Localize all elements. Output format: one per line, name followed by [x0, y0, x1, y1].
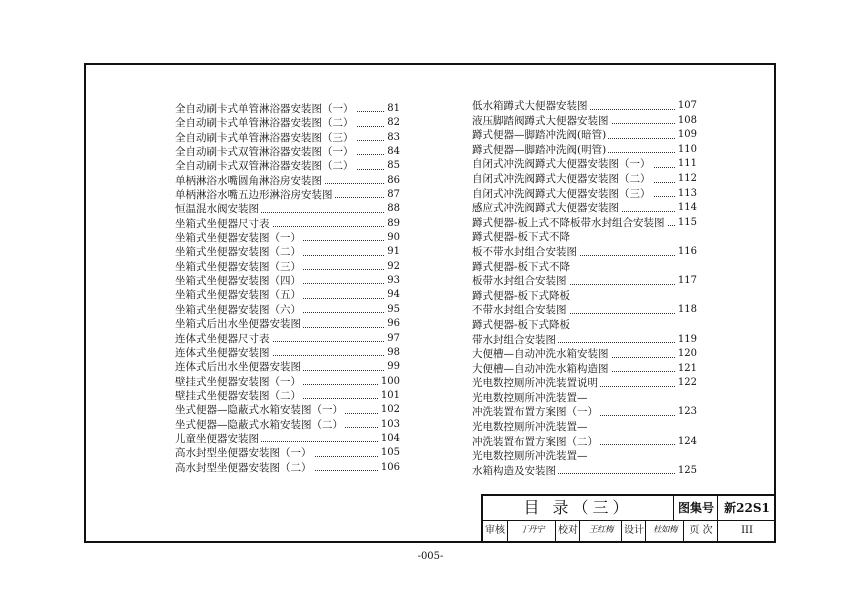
- toc-right-entry: [472, 128, 697, 143]
- entry-page: 116: [676, 245, 697, 260]
- entry-page: 117: [676, 274, 697, 289]
- entry-page: 92: [385, 260, 400, 274]
- atlas-number-label: 图集号: [673, 496, 718, 520]
- entry-page: 103: [379, 418, 400, 432]
- entry-page: 95: [385, 303, 400, 317]
- sheet-title: 目 录（三）: [523, 498, 633, 517]
- entry-title: 坐式便器—隐蔽式水箱安装图（一）: [175, 404, 343, 417]
- entry-title: 低水箱蹲式大便器安装图: [472, 100, 588, 112]
- toc-right-entry: [472, 260, 697, 275]
- toc-right-entry: [472, 289, 697, 304]
- toc-right-entry: [472, 245, 697, 260]
- check-label: 校对: [555, 520, 580, 541]
- entry-page: 123: [676, 405, 697, 420]
- entry-page: 120: [676, 347, 697, 362]
- entry-title: 坐箱式坐便器安装图（五）: [175, 289, 301, 302]
- entry-page: 93: [385, 274, 400, 288]
- entry-title: 全自动刷卡式单管淋浴器安装图（三）: [175, 131, 354, 144]
- entry-title: 冲洗装置布置方案图（二）: [472, 435, 598, 448]
- toc-left-entry: [175, 303, 400, 317]
- entry-title: 坐箱式坐便器安装图（三）: [175, 260, 301, 273]
- entry-title: 蹲式便器—脚踏冲洗阀(暗管): [472, 129, 607, 142]
- toc-left-entry: [175, 288, 400, 302]
- entry-page: 98: [385, 346, 400, 360]
- entry-title: 板不带水封组合安装图: [472, 245, 577, 258]
- toc-left-entry: [175, 231, 400, 245]
- entry-page: 102: [379, 403, 400, 417]
- entry-page: 90: [385, 231, 400, 245]
- entry-page: 99: [385, 360, 400, 374]
- entry-title: 板带水封组合安装图: [472, 275, 567, 288]
- entry-title: 全自动刷卡式双管淋浴器安装图（一）: [175, 146, 354, 159]
- entry-title: 连体式坐便器尺寸表: [175, 332, 270, 345]
- toc-right-entry: [472, 143, 697, 158]
- toc-left-entry: [175, 116, 400, 130]
- entry-page: 82: [385, 116, 400, 130]
- entry-title: 坐箱式后出水坐便器安装图: [175, 318, 301, 331]
- entry-page: 109: [676, 128, 697, 143]
- entry-title: 坐箱式坐便器安装图（二）: [175, 246, 301, 259]
- toc-left-entry: [175, 217, 400, 231]
- toc-right-entry: [472, 274, 697, 289]
- toc-right-entry: [472, 318, 697, 333]
- entry-page: 88: [385, 202, 400, 216]
- entry-page: 89: [385, 217, 400, 231]
- entry-title: 高水封型坐便器安装图（二）: [175, 461, 312, 474]
- toc-right-entry: [472, 172, 697, 187]
- entry-page: 81: [385, 102, 400, 116]
- entry-title: 大便槽—自动冲洗水箱安装图: [472, 348, 609, 361]
- entry-page: 119: [676, 333, 697, 348]
- toc-left-entry: [175, 145, 400, 159]
- entry-title: 带水封组合安装图: [472, 333, 556, 346]
- toc-left-entry: [175, 389, 400, 403]
- entry-page: 108: [676, 114, 697, 129]
- entry-page: 118: [676, 303, 697, 318]
- entry-page: 115: [676, 216, 697, 231]
- entry-page: 105: [379, 446, 400, 460]
- toc-right-entry: [472, 216, 697, 231]
- entry-page: 84: [385, 145, 400, 159]
- toc-left-entry: [175, 461, 400, 475]
- entry-page: 101: [379, 389, 400, 403]
- toc-left-entry: [175, 274, 400, 288]
- entry-page: 85: [385, 159, 400, 173]
- entry-title: 蹲式便器-板下式降板: [472, 318, 571, 331]
- toc-left-entry: [175, 131, 400, 145]
- entry-title: 自闭式冲洗阀蹲式大便器安装图（二）: [472, 172, 651, 185]
- entry-page: 87: [385, 188, 400, 202]
- entry-title: 恒温混水阀安装图: [175, 203, 259, 216]
- entry-title: 壁挂式坐便器安装图（一）: [175, 375, 301, 388]
- toc-right-entry: [472, 230, 697, 245]
- entry-title: 全自动刷卡式单管淋浴器安装图（一）: [175, 103, 354, 115]
- entry-title: 蹲式便器-板上式不降板带水封组合安装图: [472, 216, 665, 229]
- toc-left-entry: [175, 418, 400, 432]
- toc-right-entry: [472, 157, 697, 172]
- entry-page: 86: [385, 174, 400, 188]
- toc-left-entry: [175, 360, 400, 374]
- entry-page: 113: [676, 187, 697, 202]
- page-label: 页 次: [683, 520, 718, 541]
- entry-title: 不带水封组合安装图: [472, 304, 567, 317]
- entry-page: 110: [676, 143, 697, 158]
- toc-right-entry: [472, 303, 697, 318]
- entry-title: 单柄淋浴水嘴五边形淋浴房安装图: [175, 189, 333, 202]
- toc-left-entry: [175, 260, 400, 274]
- entry-title: 光电数控厕所冲洗装置—: [472, 391, 588, 404]
- entry-page: 124: [676, 435, 697, 450]
- toc-left-entry: [175, 102, 400, 116]
- entry-title: 自闭式冲洗阀蹲式大便器安装图（三）: [472, 187, 651, 200]
- page-footer: -005-: [417, 551, 444, 562]
- entry-page: 91: [385, 245, 400, 259]
- design-label: 设计: [621, 520, 646, 541]
- toc-right-entry: [472, 187, 697, 202]
- entry-title: 单柄淋浴水嘴圆角淋浴房安装图: [175, 174, 322, 187]
- entry-title: 坐箱式坐便器安装图（一）: [175, 232, 301, 245]
- toc-right-entry: [472, 420, 697, 435]
- entry-title: 蹲式便器—脚踏冲洗阀(明管): [472, 143, 607, 156]
- entry-page: 100: [379, 375, 400, 389]
- entry-page: 107: [676, 99, 697, 114]
- entry-page: 106: [379, 461, 400, 475]
- toc-left-entry: [175, 332, 400, 346]
- entry-title: 大便槽—自动冲洗水箱构造图: [472, 362, 609, 375]
- page-number: III: [717, 520, 776, 541]
- entry-page: 122: [676, 376, 697, 391]
- entry-page: 114: [676, 201, 697, 216]
- toc-right-entry: [472, 435, 697, 450]
- review-label: 审核: [485, 525, 505, 536]
- check-signature: 王红梅: [579, 520, 622, 541]
- entry-page: 97: [385, 332, 400, 346]
- entry-title: 坐箱式坐便器尺寸表: [175, 217, 270, 230]
- toc-right-entry: [472, 114, 697, 129]
- toc-left-entry: [175, 188, 400, 202]
- toc-left-entry: [175, 174, 400, 188]
- toc-right-entry: [472, 347, 697, 362]
- toc-right-entry: [472, 391, 697, 406]
- toc-left-entry: [175, 432, 400, 446]
- entry-title: 坐箱式坐便器安装图（四）: [175, 275, 301, 288]
- entry-title: 液压脚踏阀蹲式大便器安装图: [472, 114, 609, 127]
- entry-title: 感应式冲洗阀蹲式大便器安装图: [472, 202, 619, 215]
- entry-title: 水箱构造及安装图: [472, 464, 556, 477]
- toc-left-entry: [175, 375, 400, 389]
- toc-left-entry: [175, 403, 400, 417]
- entry-title: 坐箱式坐便器安装图（六）: [175, 303, 301, 316]
- toc-right-entry: [472, 362, 697, 377]
- toc-right-entry: [472, 376, 697, 391]
- toc-right-entry: [472, 99, 697, 114]
- toc-left-entry: [175, 317, 400, 331]
- toc-right-column: [472, 99, 697, 478]
- toc-left-column: [175, 102, 400, 475]
- entry-title: 壁挂式坐便器安装图（二）: [175, 389, 301, 402]
- entry-page: 104: [379, 432, 400, 446]
- toc-right-entry: [472, 449, 697, 464]
- entry-title: 全自动刷卡式单管淋浴器安装图（二）: [175, 117, 354, 130]
- entry-title: 冲洗装置布置方案图（一）: [472, 406, 598, 419]
- entry-title: 光电数控厕所冲洗装置说明: [472, 377, 598, 390]
- toc-left-entry: [175, 202, 400, 216]
- entry-title: 蹲式便器-板下式不降: [472, 231, 571, 244]
- entry-title: 坐式便器—隐蔽式水箱安装图（二）: [175, 418, 343, 431]
- entry-title: 儿童坐便器安装图: [175, 432, 259, 445]
- entry-page: 111: [676, 157, 697, 172]
- entry-title: 连体式后出水坐便器安装图: [175, 361, 301, 374]
- entry-page: 125: [676, 464, 697, 479]
- toc-right-entry: [472, 201, 697, 216]
- entry-title: 光电数控厕所冲洗装置—: [472, 421, 588, 434]
- entry-title: 光电数控厕所冲洗装置—: [472, 450, 588, 463]
- design-signature: 杜如梅: [645, 520, 684, 541]
- toc-left-entry: [175, 446, 400, 460]
- toc-right-entry: [472, 333, 697, 348]
- entry-title: 连体式坐便器安装图: [175, 346, 270, 359]
- toc-left-entry: [175, 159, 400, 173]
- review-signature: 丁丹宁: [507, 520, 556, 541]
- entry-title: 全自动刷卡式双管淋浴器安装图（二）: [175, 160, 354, 173]
- toc-left-entry: [175, 245, 400, 259]
- entry-title: 高水封型坐便器安装图（一）: [175, 447, 312, 460]
- entry-title: 自闭式冲洗阀蹲式大便器安装图（一）: [472, 158, 651, 171]
- toc-right-entry: [472, 464, 697, 479]
- entry-title: 蹲式便器-板下式降板: [472, 289, 571, 302]
- toc-left-entry: [175, 346, 400, 360]
- entry-page: 83: [385, 131, 400, 145]
- atlas-number: 新22S1: [717, 496, 776, 520]
- entry-page: 112: [676, 172, 697, 187]
- entry-title: 蹲式便器-板下式不降: [472, 260, 571, 273]
- entry-page: 94: [385, 288, 400, 302]
- entry-page: 121: [676, 362, 697, 377]
- entry-page: 96: [385, 317, 400, 331]
- toc-right-entry: [472, 405, 697, 420]
- title-block: [481, 494, 775, 541]
